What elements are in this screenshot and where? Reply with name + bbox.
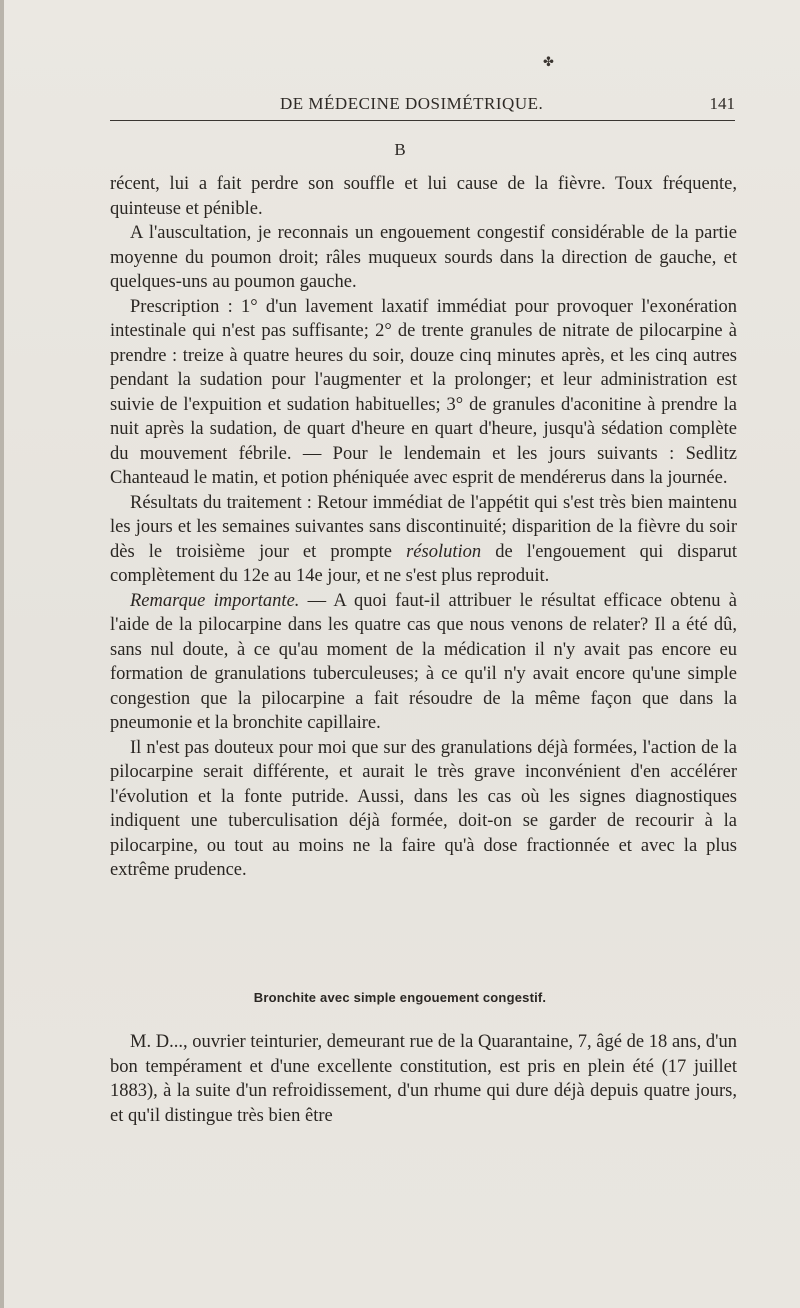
- page-number: 141: [709, 94, 735, 113]
- paragraph-caution: Il n'est pas douteux pour moi que sur des granulations déjà formées, l'action de la pilocarpine serait différente, et aurait le très grave inconvénient d'en accélérer l'évolution et la fonte putride. Aussi, dans les cas où les signes diagnostiques indiquent une tuberculisation déjà formée, doit-on se garder de recourir à la pilocarpine, ou tout au moins ne la faire qu'à dose fractionnée et avec la plus extrême prudence.: [110, 737, 737, 880]
- body-text-block-2: [110, 1030, 737, 1128]
- paragraph-prescription: Prescription : 1° d'un lavement laxatif immédiat pour provoquer l'exonération intestinale qui n'est pas suffisante; 2° de trente granules de nitrate de pilocarpine à prendre : treize à quatre heures du soir, douze cinq minutes après, et les cinq autres pendant la sudation pour l'augmenter et la prolonger; et leur administration est suivie de l'expuition et sudation habituelles; 3° de granules d'aconitine à prendre la nuit après la sudation, de quart d'heure en quart d'heure, jusqu'à sédation complète du mouvement fébrile. — Pour le lendemain et les jours suivants : Sedlitz Chanteaud le matin, et potion phéniquée avec esprit de mendérerus dans la journée.: [110, 296, 737, 488]
- paragraph-continuation: récent, lui a fait perdre son souffle et lui cause de la fièvre. Toux fréquente, quinteuse et pénible.: [110, 174, 737, 219]
- page-left-edge: [0, 0, 4, 1308]
- results-text-before: Résultats du traitement : Retour immédiat de l'appétit qui s'est très bien maintenu les jours et les semaines suivantes sans discontinuité; disparition de la fièvre du soir dès le troisième jour et prompte: [110, 492, 737, 562]
- remark-text: — A quoi faut-il attribuer le résultat efficace obtenu à l'aide de la pilocarpine dans les quatre cas que nous venons de relater? Il a été dû, sans nul doute, à ce qu'au moment de la médication il n'y avait pas encore eu formation de granulations tuberculeuses; à ce qu'il n'y avait encore qu'une simple congestion que la pilocarpine a fait résoudre de la même façon que dans la pneumonie et la bronchite capillaire.: [110, 590, 738, 733]
- body-text-block: [110, 172, 737, 883]
- running-title: DE MÉDECINE DOSIMÉTRIQUE.: [280, 94, 544, 113]
- paragraph-results: [110, 491, 737, 589]
- section-heading: Bronchite avec simple engouement congestif.: [253, 990, 547, 1005]
- paragraph-auscultation: A l'auscultation, je reconnais un engouement congestif considérable de la partie moyenne du poumon droit; râles muqueux sourds dans la direction de gauche, et quelques-uns au poumon gauche.: [110, 223, 737, 292]
- remark-italic-heading: Remarque importante.: [130, 590, 300, 611]
- ornament-mark: ✤: [543, 55, 554, 70]
- running-header: [110, 92, 735, 121]
- paragraph-case-description: M. D..., ouvrier teinturier, demeurant rue de la Quarantaine, 7, âgé de 18 ans, d'un bon tempérament et d'une excellente constitution, est pris en plein été (17 juillet 1883), à la suite d'un refroidissement, d'un rhume qui dure déjà depuis quatre jours, et qu'il distingue très bien être: [110, 1032, 737, 1126]
- results-text-after: de l'engouement qui disparut complètement du 12e au 14e jour, et ne s'est plus reproduit.: [110, 541, 737, 586]
- signature-mark: B: [394, 140, 406, 159]
- results-italic-term: résolution: [406, 541, 482, 562]
- paragraph-remark: [110, 589, 737, 736]
